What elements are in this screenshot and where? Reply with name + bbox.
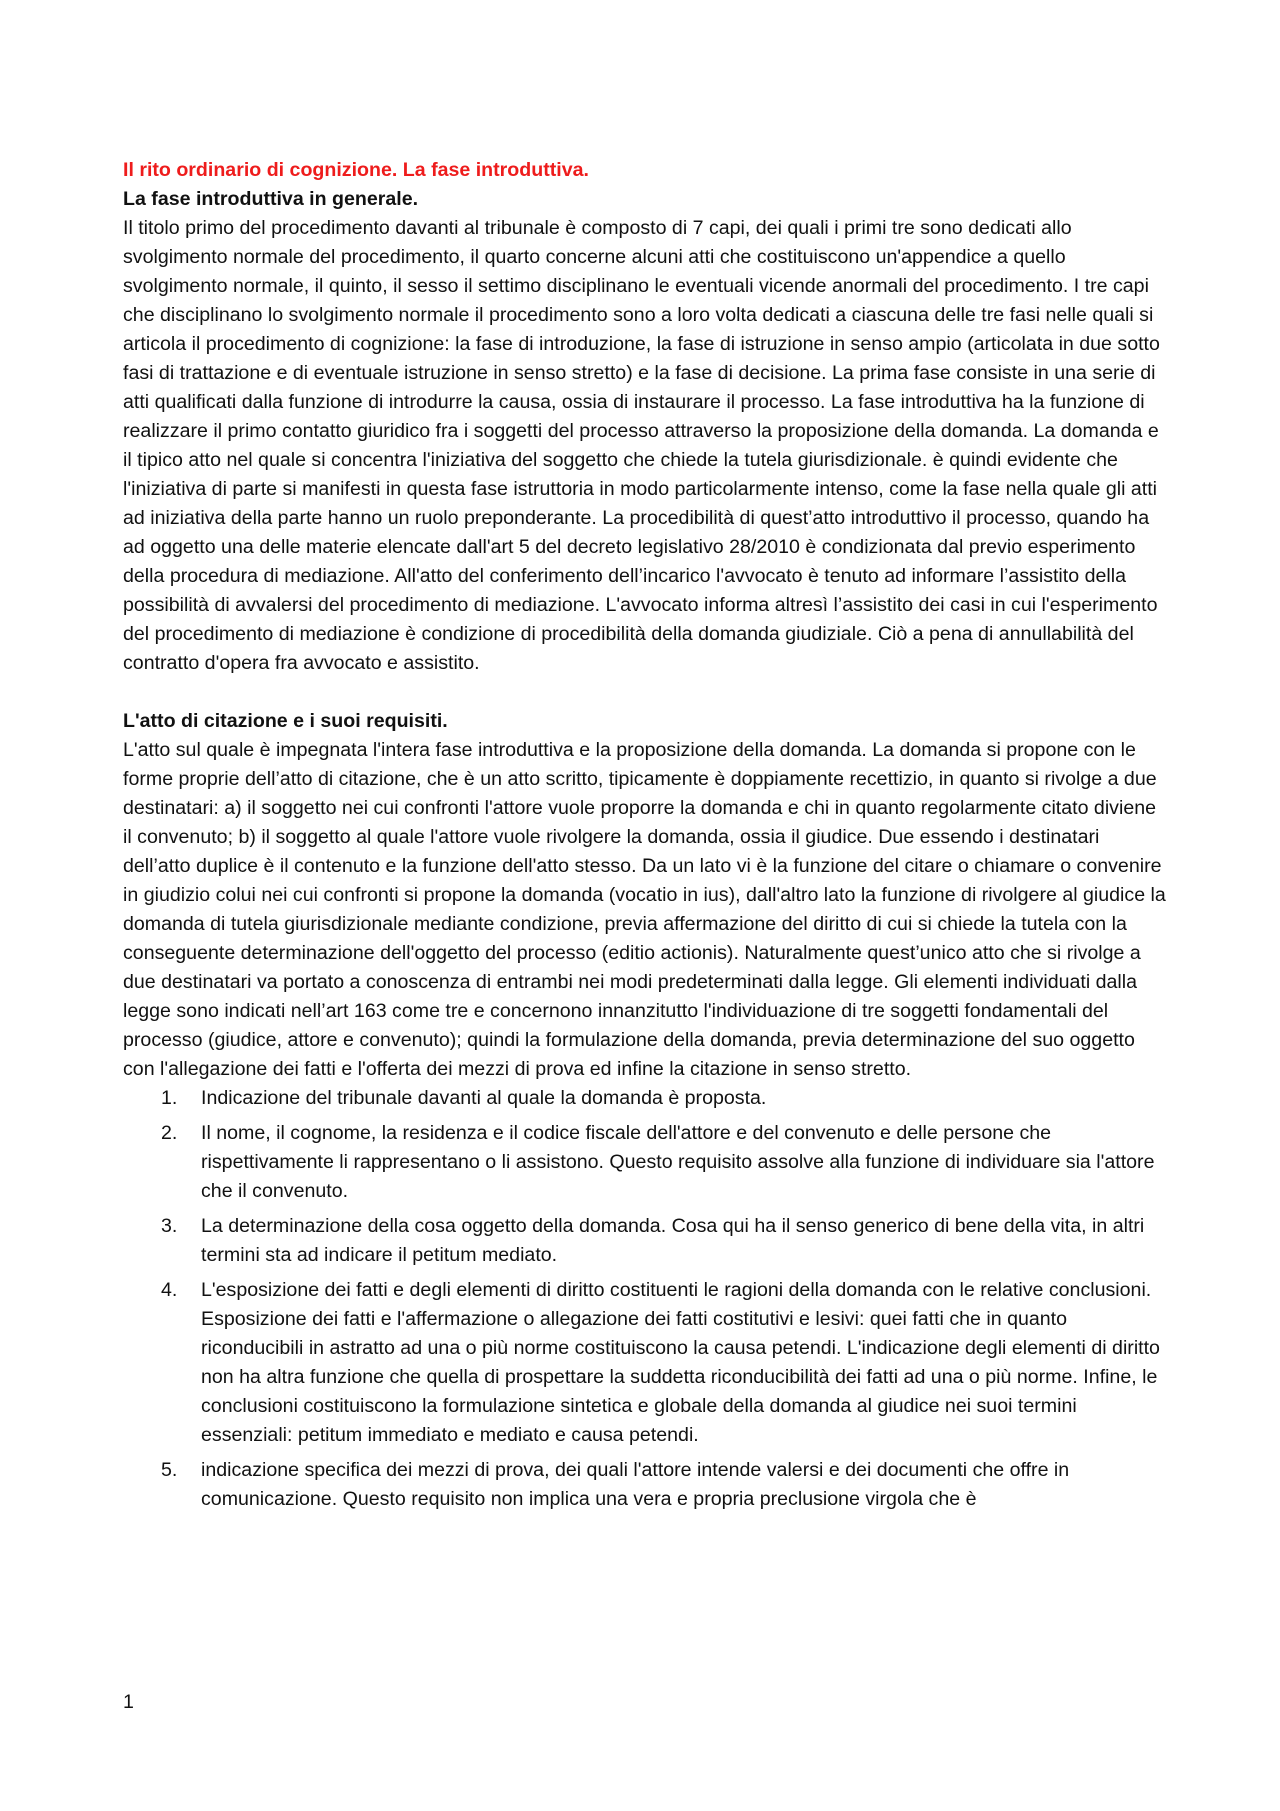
list-item-number: 3. xyxy=(161,1215,178,1237)
paragraph-spacer xyxy=(123,678,1168,707)
list-item-text: L'esposizione dei fatti e degli elementi di diritto costituenti le ragioni della domanda con le relative conclusioni. Esposizione dei fatti e l'affermazione o allegazione dei fatti costitutivi e lesivi: quei fatti che in quanto riconducibili in astratto ad una o più norme costituiscono la causa petendi. L'indicazione degli elementi di diritto non ha altra funzione che quella di prospettare la suddetta riconducibilità dei fatti ad una o più norme. Infine, le conclusioni costituiscono la formulazione sintetica e globale della domanda al giudice nei suoi termini essenziali: petitum immediato e mediato e causa petendi. xyxy=(201,1279,1160,1446)
paragraph-fase-introduttiva: Il titolo primo del procedimento davanti al tribunale è composto di 7 capi, dei quali i primi tre sono dedicati allo svolgimento normale del procedimento, il quarto concerne alcuni atti che costituiscono un'appendice a quello svolgimento normale, il quinto, il sesso il settimo disciplinano le eventuali vicende anormali del procedimento. I tre capi che disciplinano lo svolgimento normale il procedimento sono a loro volta dedicati a ciascuna delle tre fasi nelle quali si articola il procedimento di cognizione: la fase di introduzione, la fase di istruzione in senso ampio (articolata in due sotto fasi di trattazione e di eventuale istruzione in senso stretto) e la fase di decisione. La prima fase consiste in una serie di atti qualificati dalla funzione di introdurre la causa, ossia di instaurare il processo. La fase introduttiva ha la funzione di realizzare il primo contatto giuridico fra i soggetti del processo attraverso la proposizione della domanda. La domanda e il tipico atto nel quale si concentra l'iniziativa del soggetto che chiede la tutela giurisdizionale. è quindi evidente che l'iniziativa di parte si manifesti in questa fase istruttoria in modo particolarmente intenso, come la fase nella quale gli atti ad iniziativa della parte hanno un ruolo preponderante. La procedibilità di quest’atto introduttivo il processo, quando ha ad oggetto una delle materie elencate dall'art 5 del decreto legislativo 28/2010 è condizionata dal previo esperimento della procedura di mediazione. All'atto del conferimento dell’incarico l'avvocato è tenuto ad informare l’assistito della possibilità di avvalersi del procedimento di mediazione. L'avvocato informa altresì l’assistito dei casi in cui l'esperimento del procedimento di mediazione è condizione di procedibilità della domanda giudiziale. Ciò a pena di annullabilità del contratto d'opera fra avvocato e assistito. xyxy=(123,217,1160,674)
document-page xyxy=(123,156,1168,1520)
page-number: 1 xyxy=(123,1691,134,1713)
requirements-list xyxy=(123,1084,1168,1514)
list-item xyxy=(123,1456,1168,1514)
list-item-text: Indicazione del tribunale davanti al quale la domanda è proposta. xyxy=(201,1087,767,1109)
list-item-number: 1. xyxy=(161,1087,178,1109)
section-heading-atto-di-citazione: L'atto di citazione e i suoi requisiti. xyxy=(123,710,448,732)
section-heading-fase-introduttiva: La fase introduttiva in generale. xyxy=(123,188,419,210)
list-item-number: 2. xyxy=(161,1122,178,1144)
list-item-number: 4. xyxy=(161,1279,178,1301)
list-item-number: 5. xyxy=(161,1459,178,1481)
list-item-text: indicazione specifica dei mezzi di prova, dei quali l'attore intende valersi e dei documenti che offre in comunicazione. Questo requisito non implica una vera e propria preclusione virgola che è xyxy=(201,1459,1070,1510)
list-item-text: Il nome, il cognome, la residenza e il codice fiscale dell'attore e del convenuto e delle persone che rispettivamente li rappresentano o li assistono. Questo requisito assolve alla funzione di individuare sia l'attore che il convenuto. xyxy=(201,1122,1155,1202)
list-item xyxy=(123,1119,1168,1206)
list-item xyxy=(123,1276,1168,1450)
paragraph-atto-di-citazione: L'atto sul quale è impegnata l'intera fase introduttiva e la proposizione della domanda. La domanda si propone con le forme proprie dell’atto di citazione, che è un atto scritto, tipicamente è doppiamente recettizio, in quanto si rivolge a due destinatari: a) il soggetto nei cui confronti l'attore vuole proporre la domanda e chi in quanto regolarmente citato diviene il convenuto; b) il soggetto al quale l'attore vuole rivolgere la domanda, ossia il giudice. Due essendo i destinatari dell’atto duplice è il contenuto e la funzione dell'atto stesso. Da un lato vi è la funzione del citare o chiamare o convenire in giudizio colui nei cui confronti si propone la domanda (vocatio in ius), dall'altro lato la funzione di rivolgere al giudice la domanda di tutela giurisdizionale mediante condizione, previa affermazione del diritto di cui si chiede la tutela con la conseguente determinazione dell'oggetto del processo (editio actionis). Naturalmente quest’unico atto che si rivolge a due destinatari va portato a conoscenza di entrambi nei modi predeterminati dalla legge. Gli elementi individuati dalla legge sono indicati nell’art 163 come tre e concernono innanzitutto l'individuazione di tre soggetti fondamentali del processo (giudice, attore e convenuto); quindi la formulazione della domanda, previa determinazione del suo oggetto con l'allegazione dei fatti e l'offerta dei mezzi di prova ed infine la citazione in senso stretto. xyxy=(123,739,1166,1080)
list-item xyxy=(123,1212,1168,1270)
document-title: Il rito ordinario di cognizione. La fase introduttiva. xyxy=(123,159,589,181)
list-item xyxy=(123,1084,1168,1113)
list-item-text: La determinazione della cosa oggetto della domanda. Cosa qui ha il senso generico di bene della vita, in altri termini sta ad indicare il petitum mediato. xyxy=(201,1215,1145,1266)
